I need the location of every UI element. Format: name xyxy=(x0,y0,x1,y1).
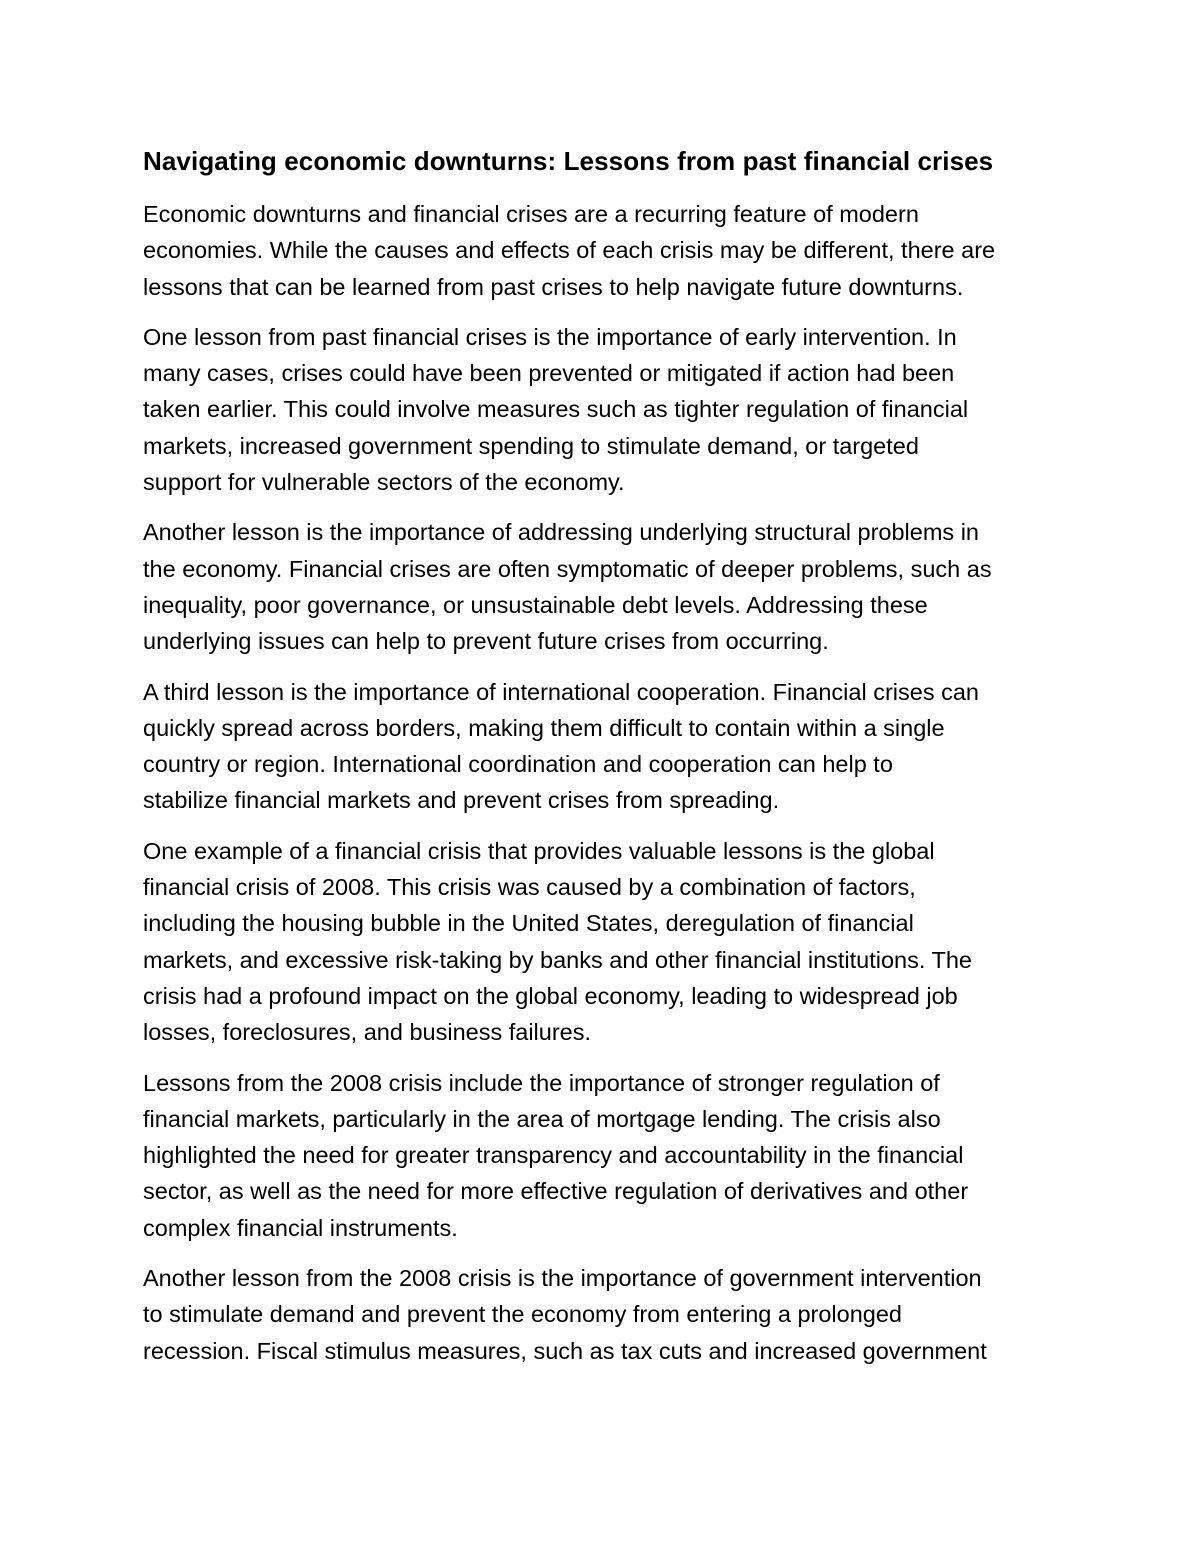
text-line: financial crisis of 2008. This crisis was caused by a combination of factors, xyxy=(143,874,916,901)
text-line: underlying issues can help to prevent future crises from occurring. xyxy=(143,628,829,655)
text-line: A third lesson is the importance of international cooperation. Financial crises can xyxy=(143,678,980,705)
text-line: many cases, crises could have been prevented or mitigated if action had been xyxy=(143,360,955,387)
text-line: Lessons from the 2008 crisis include the importance of stronger regulation of xyxy=(143,1069,940,1096)
text-line: lessons that can be learned from past crises to help navigate future downturns. xyxy=(143,273,964,300)
text-line: quickly spread across borders, making them difficult to contain within a single xyxy=(143,714,945,741)
text-line: recession. Fiscal stimulus measures, such as tax cuts and increased government xyxy=(143,1337,987,1364)
text-line: Economic downturns and financial crises are a recurring feature of modern xyxy=(143,201,919,227)
text-line: One lesson from past financial crises is the importance of early intervention. In xyxy=(143,323,957,350)
paragraph-2008-crisis xyxy=(143,833,1063,1051)
text-line: complex financial instruments. xyxy=(143,1214,458,1241)
text-line: sector, as well as the need for more effective regulation of derivatives and other xyxy=(143,1178,969,1205)
paragraph-structural-problems xyxy=(143,514,1063,659)
text-line: inequality, poor governance, or unsustainable debt levels. Addressing these xyxy=(143,591,928,618)
text-line: to stimulate demand and prevent the economy from entering a prolonged xyxy=(143,1301,902,1328)
text-line: taken earlier. This could involve measures such as tighter regulation of financial xyxy=(143,396,969,423)
text-line: highlighted the need for greater transparency and accountability in the financial xyxy=(143,1142,964,1169)
text-line: the economy. Financial crises are often symptomatic of deeper problems, such as xyxy=(143,555,992,582)
text-line: markets, and excessive risk-taking by banks and other financial institutions. The xyxy=(143,946,973,973)
text-line: support for vulnerable sectors of the economy. xyxy=(143,469,625,496)
text-line: financial markets, particularly in the area of mortgage lending. The crisis also xyxy=(143,1105,941,1132)
text-line: economies. While the causes and effects of each crisis may be different, there are xyxy=(143,237,996,264)
document-body xyxy=(143,144,1063,1383)
paragraph-early-intervention xyxy=(143,319,1063,500)
text-line: Another lesson is the importance of addressing underlying structural problems in xyxy=(143,519,979,546)
document-title: Navigating economic downturns: Lessons from past financial crises xyxy=(143,146,994,176)
text-line: including the housing bubble in the United States, deregulation of financial xyxy=(143,910,914,937)
paragraph-2008-lessons xyxy=(143,1065,1063,1246)
text-line: Another lesson from the 2008 crisis is the importance of government intervention xyxy=(143,1265,982,1292)
text-line: losses, foreclosures, and business failures. xyxy=(143,1019,592,1046)
text-line: crisis had a profound impact on the global economy, leading to widespread job xyxy=(143,982,958,1009)
text-line: One example of a financial crisis that provides valuable lessons is the global xyxy=(143,837,935,864)
text-line: country or region. International coordination and cooperation can help to xyxy=(143,751,893,778)
paragraph-international-cooperation xyxy=(143,674,1063,819)
paragraph-government-intervention xyxy=(143,1260,1063,1369)
text-line: markets, increased government spending to stimulate demand, or targeted xyxy=(143,432,919,459)
text-line: stabilize financial markets and prevent crises from spreading. xyxy=(143,787,780,814)
paragraph-intro xyxy=(143,196,1063,305)
